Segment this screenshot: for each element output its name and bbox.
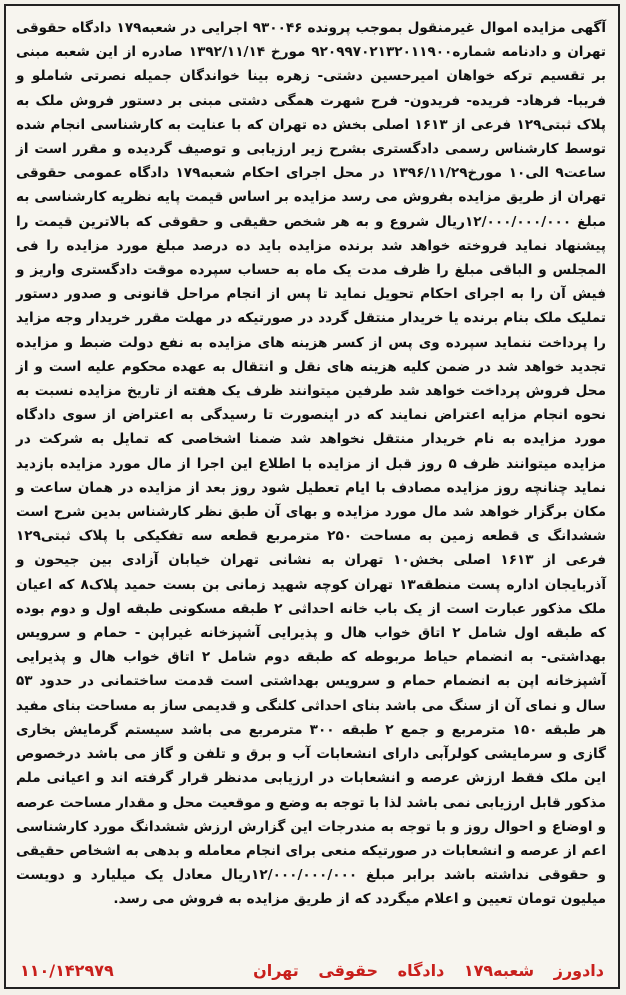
notice-footer <box>20 961 604 985</box>
notice-code: ۱۱۰/۱۴۲۹۷۹ <box>20 961 114 980</box>
court-signature: دادورز شعبه۱۷۹ دادگاه حقوقی تهران <box>253 961 604 980</box>
auction-notice <box>4 4 620 989</box>
notice-body-text: آگهی مزایده اموال غیرمنقول بموجب پرونده ۹۳۰۰۴۶ اجرایی در شعبه۱۷۹ دادگاه حقوقی تهران و دادنامه شماره۹۲۰۹۹۷۰۲۱۳۲۰۱۱۹۰۰ مورخ ۱۳۹۲/۱۱/۱۴ صادره از این شعبه مبنی بر تقسیم ترکه خواهان امیرحسین دشتی- زهره بینا خواندگان جمیله نصرتی شاملو و فریبا- فرهاد- فریده- فریدون- فرح شهرت همگی دشتی مبنی بر دستور فروش ملک به پلاک ثبتی۱۲۹ فرعی از ۱۶۱۳ اصلی بخش ده تهران که با عنایت به کارشناسی انجام شده توسط کارشناس رسمی دادگستری بشرح زیر ارزیابی و توصیف گردیده و مقرر است از ساعت۹ الی۱۰ مورخ۱۳۹۶/۱۱/۲۹ در محل اجرای احکام شعبه۱۷۹ دادگاه عمومی حقوقی تهران از طریق مزایده بفروش می رسد مزایده بر اساس قیمت پایه نظریه کارشناسی به مبلغ ۱۲/۰۰۰/۰۰۰/۰۰۰ریال شروع و به هر شخص حقیقی و حقوقی که بالاترین قیمت را پیشنهاد نماید فروخته خواهد شد برنده مزایده باید ده درصد مبلغ مورد مزایده را فی المجلس و الباقی مبلغ را ظرف مدت یک ماه به حساب سپرده موقت دادگستری واریز و فیش آن را به اجرای احکام تحویل نماید تا پس از انجام مراحل قانونی و صدور دستور تملیک ملک بنام برنده یا خریدار منتقل گردد در صورتیکه در مهلت مقرر خریدار وجه مزاید را پرداخت ننماید سپرده وی پس از کسر هزینه های مزایده به نفع دولت ضبط و مزایده تجدید خواهد شد در ضمن کلیه هزینه های نقل و انتقال به عهده محکوم علیه است و از محل فروش پرداخت خواهد شد طرفین میتوانند ظرف یک هفته از تاریخ مزایده نسبت به نحوه انجام مزایه اعتراض نمایند که در اینصورت تا رسیدگی به اعتراض از سوی دادگاه مورد مزایده به نام خریدار منتقل نخواهد شد ضمنا اشخاصی که تمایل به شرکت در مزایده میتوانند ظرف ۵ روز قبل از مزایده با اطلاع این اجرا از مال مورد مزایده بازدید نماید چنانچه روز مزایده مصادف با ایام تعطیل شود روز بعد از مزایده در همان ساعت و مکان برگزار خواهد شد مال مورد مزایده و بهای آن طبق نظر کارشناس بدین شرح است ششدانگ ی قطعه زمین به مساحت ۲۵۰ مترمربع قطعه سه تفکیکی با پلاک ثبتی۱۲۹ فرعی از ۱۶۱۳ اصلی بخش۱۰ تهران به نشانی تهران خیابان آزادی بین جیحون و آذربایجان اداره پست منطقه۱۳ تهران کوچه شهید زمانی بن بست حمید پلاک۸ که اعیان ملک مذکور عبارت است از یک باب خانه احداثی ۲ طبقه مسکونی طبقه اول و دوم بوده که طبقه اول شامل ۲ اتاق خواب هال و پذیرایی آشپزخانه غیراپن - حمام و سرویس بهداشتی- به انضمام حیاط مربوطه که طبقه دوم شامل ۲ اتاق خواب هال و پذیرایی آشپزخانه اپن به انضمام حمام و سرویس بهداشتی است قدمت ساختمانی در حدود ۵۳ سال و نمای آن از سنگ می باشد بنای احداثی کلنگی و قدیمی ساز به مساحت بنای مفید هر طبقه ۱۵۰ مترمربع و جمع ۲ طبقه ۳۰۰ مترمربع می باشد سیستم گرمایش بخاری گازی و سرمایشی کولرآبی دارای انشعابات آب و برق و تلفن و گاز می باشد درخصوص این ملک فقط ارزش عرصه و انشعابات در ارزیابی مدنظر قرار گرفته اند و اعیانی ملم مذکور قابل ارزیابی نمی باشد لذا با توجه به وضع و موقعیت محل و مقدار مساحت عرصه و اوضاع و احوال روز و با توجه به مندرجات این گزارش ارزش ششدانگ مورد کارشناسی اعم از عرصه و انشعابات در صورتیکه منعی برای انجام معامله و بدهی به اشخاص حقیقی و حقوقی نداشته باشد برابر مبلغ ۱۲/۰۰۰/۰۰۰/۰۰۰ریال معادل یک میلیارد و دویست میلیون تومان تعیین و اعلام میگردد که از طریق مزایده به فروش می رسد. <box>16 20 607 908</box>
